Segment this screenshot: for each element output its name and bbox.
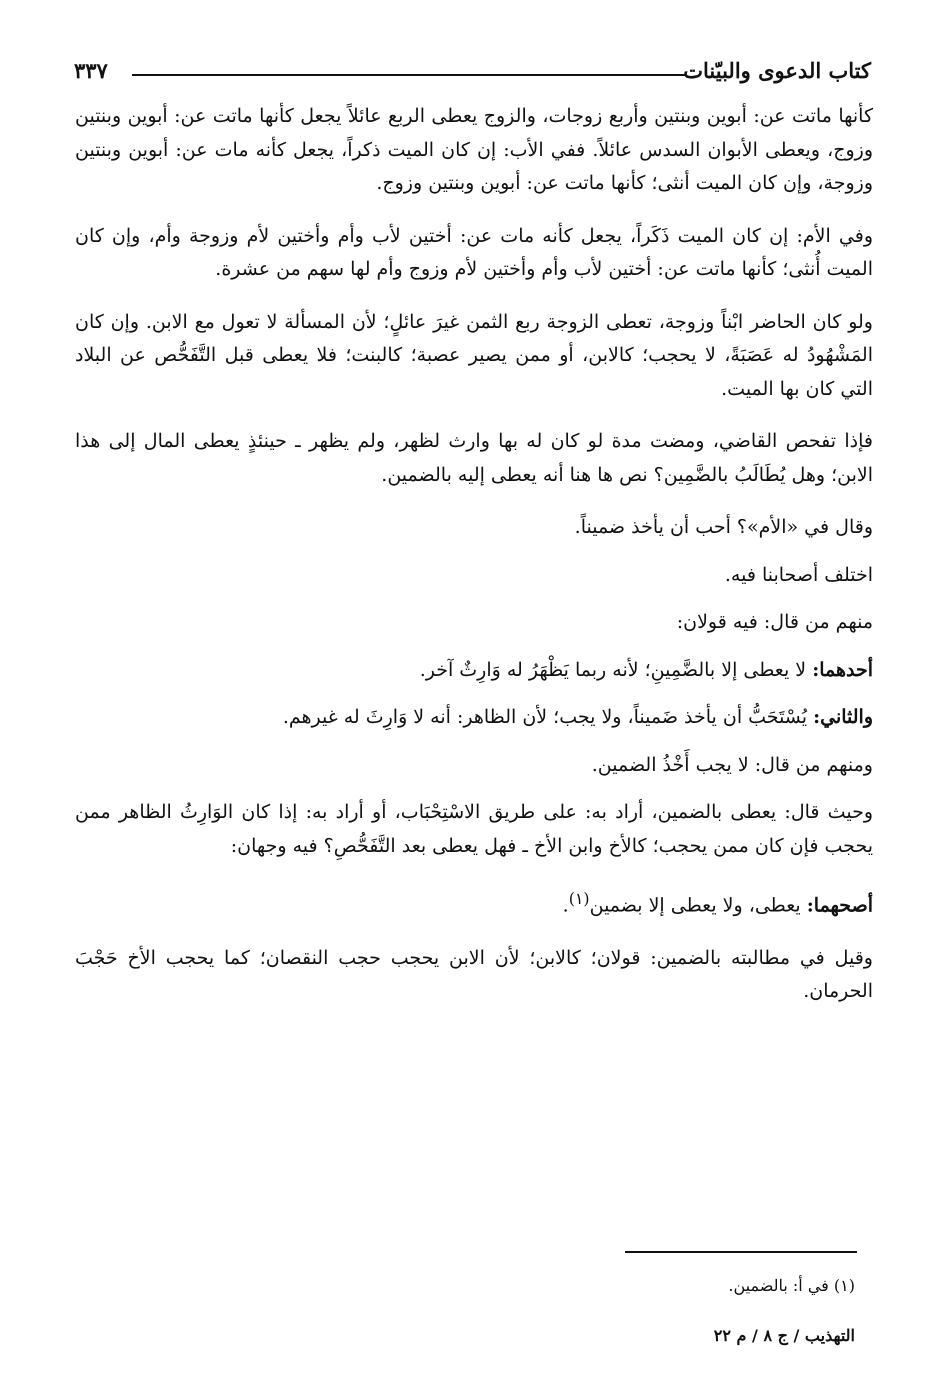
book-title: كتاب الدعوى والبيّنات: [683, 58, 871, 83]
opinion-text: يُسْتَحَبُّ أن يأخذ ضَميناً، ولا يجب؛ لأن الظاهر: أنه لا وَارِثَ له غيرهم.: [282, 706, 814, 728]
header-rule: [132, 74, 685, 76]
footnote-ref: (١): [568, 889, 590, 908]
opinion-label: والثاني:: [813, 706, 873, 728]
correct-view-text: يعطى، ولا يعطى إلا بضمين: [589, 894, 807, 917]
paragraph: اختلف أصحابنا فيه.: [724, 563, 873, 586]
paragraph: منهم من قال: فيه قولان:: [676, 611, 873, 633]
paragraph: وقال في «الأم»؟ أحب أن يأخذ ضميناً.: [574, 516, 873, 538]
footnote: (١) في أ: بالضمين.: [728, 1276, 855, 1295]
signature-line: التهذيب / ج ٨ / م ٢٢: [713, 1326, 855, 1345]
paragraph: ومنهم من قال: لا يجب أَخْذُ الضمين.: [591, 753, 873, 776]
paragraph: ولو كان الحاضر ابْناً وزوجة، تعطى الزوجة ربع الثمن غيرَ عائلٍ؛ لأن المسألة لا تعول مع الابن. وإن كان المَشْهُودُ له عَصَبَةً، لا يحجب؛ كالابن، أو ممن يصير عصبة؛ كالبنت؛ فلا يعطى قبل التَّفَحُّص عن البلاد التي كان بها الميت.: [75, 310, 873, 400]
main-text: [75, 100, 873, 1028]
paragraph: وحيث قال: يعطى بالضمين، أراد به: على طريق الاسْتِحْبَاب، أو أراد به: إذا كان الوَارِثُ الظاهر ممن يحجب فإن كان ممن يحجب؛ كالأخ وابن الأخ ـ فهل يعطى بعد التَّفَحُّصِ؟ فيه وجهان:: [75, 801, 873, 857]
opinion-label: أحدهما:: [812, 658, 873, 681]
opinion-second: [75, 701, 873, 735]
opinion-first: [75, 654, 873, 688]
paragraph: كأنها ماتت عن: أبوين وبنتين وأربع زوجات، والزوج يعطى الربع عائلاً يجعل كأنها ماتت عن: أبوين وبنتين وزوج، ويعطى الأبوان السدس عائلاً. ففي الأب: إن كان الميت ذكراً، يجعل كأنه مات عن: أبوين وبنتين وزوجة، وإن كان الميت أنثى؛ كأنها ماتت عن: أبوين وبنتين وزوج.: [75, 105, 873, 194]
paragraph: وقيل في مطالبته بالضمين: قولان؛ كالابن؛ لأن الابن يحجب حجب النقصان؛ كما يحجب الأخ حَجْبَ الحرمان.: [75, 946, 873, 1003]
correct-view: [75, 882, 873, 923]
correct-view-label: أصحهما:: [806, 894, 873, 917]
page-number: ٣٣٧: [74, 58, 108, 83]
paragraph: وفي الأم: إن كان الميت ذَكَراً، يجعل كأنه مات عن: أختين لأب وأم وأختين لأم وزوجة وأم، وإن كان الميت أُنثى؛ كأنها ماتت عن: أختين لأب وأم وأختين لأم وزوج وأم لها سهم من عشرة.: [75, 224, 873, 280]
paragraph: فإذا تفحص القاضي، ومضت مدة لو كان له بها وارث لظهر، ولم يظهر ـ حينئذٍ يعطى المال إلى هذا الابن؛ وهل يُطَالَبُ بالضَّمِين؟ نص ها هنا أنه يعطى إليه بالضمين.: [75, 430, 873, 486]
correct-view-end: .: [562, 894, 569, 917]
opinion-text: لا يعطى إلا بالضَّمِينِ؛ لأنه ربما يَظْهَرُ له وَارِثٌ آخر.: [419, 658, 813, 681]
page-header: [74, 58, 871, 92]
footnote-rule: [625, 1251, 857, 1253]
